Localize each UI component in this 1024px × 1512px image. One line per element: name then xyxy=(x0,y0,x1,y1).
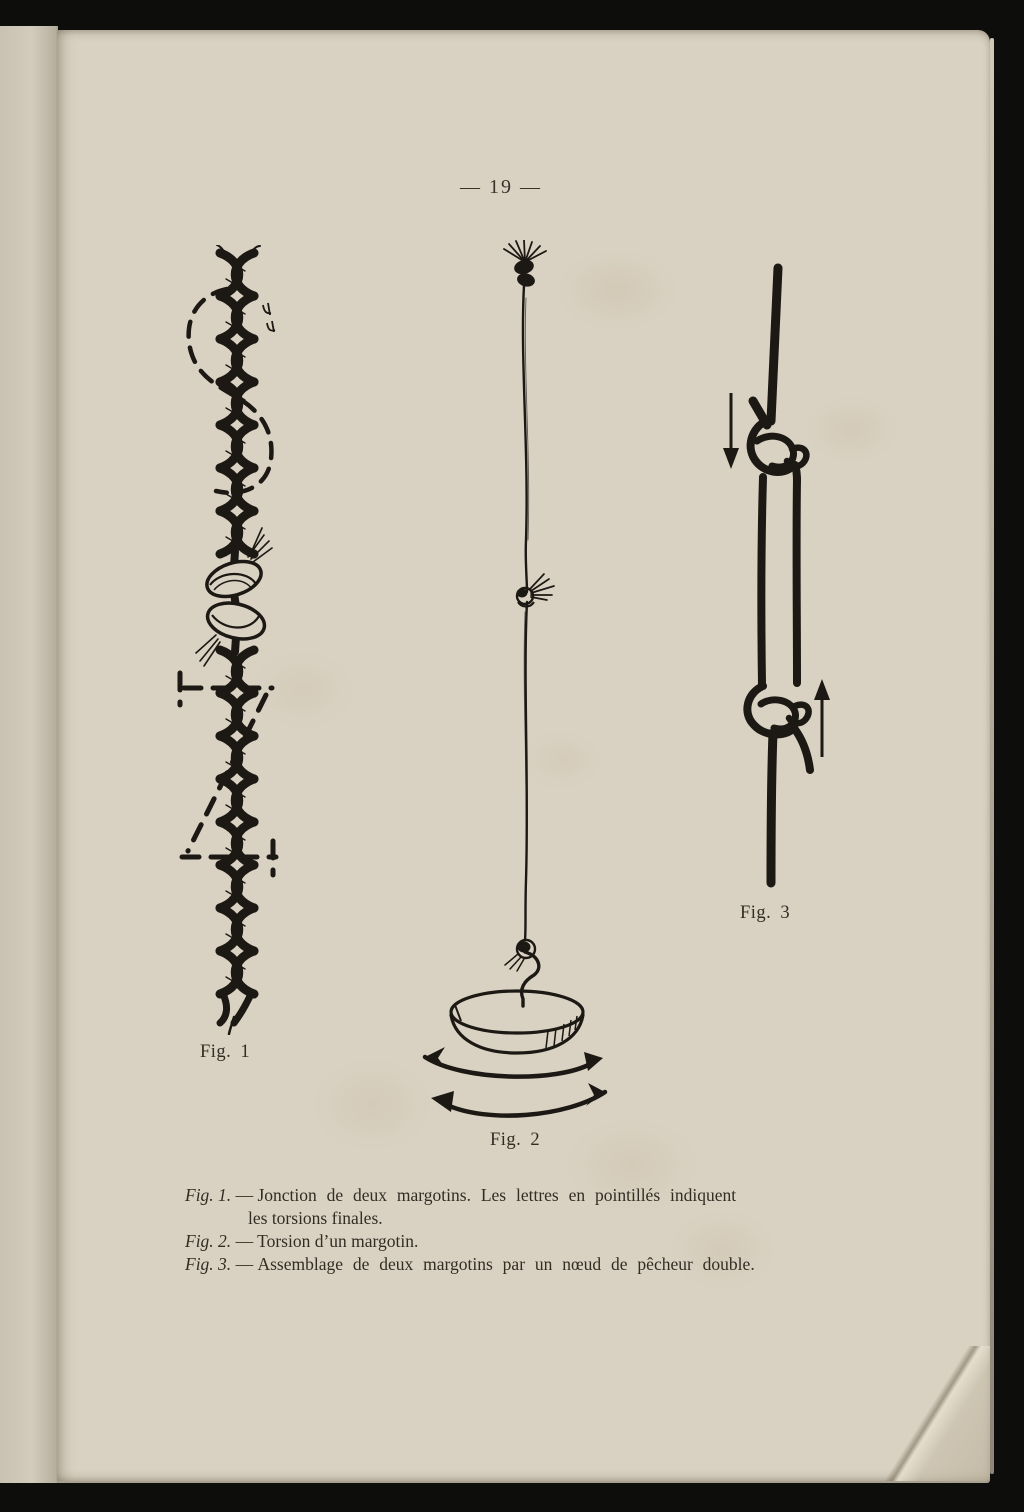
rotation-arrows xyxy=(425,1047,605,1116)
figure-3-illustration xyxy=(700,255,880,905)
caption-fig3-dash: — xyxy=(235,1254,254,1274)
caption-fig2-text: Torsion d’un margotin. xyxy=(257,1231,419,1251)
page-stack-edge xyxy=(990,38,994,1474)
caption-fig1-text: Jonction de deux margotins. Les lettres en pointillés indiquent xyxy=(257,1185,737,1205)
weight-disc xyxy=(451,991,583,1053)
figure-1-illustration xyxy=(150,245,330,1035)
upper-knot xyxy=(751,419,807,481)
middle-knot xyxy=(517,574,555,607)
caption-fig2-ref: Fig. 2. xyxy=(185,1231,232,1251)
rope-strands xyxy=(753,268,810,883)
lower-knot xyxy=(747,686,808,734)
previous-page-edge xyxy=(0,26,58,1483)
figure-2-illustration xyxy=(400,240,660,1140)
caption-block xyxy=(185,1184,837,1276)
up-arrow-icon xyxy=(814,679,830,757)
page-number: — 19 — xyxy=(460,176,542,198)
figure-3-label: Fig. 3 xyxy=(740,903,791,923)
figure-2-label: Fig. 2 xyxy=(490,1130,541,1150)
handwritten-marks xyxy=(263,303,275,332)
caption-fig1-dash: — xyxy=(235,1185,254,1205)
book-page xyxy=(57,30,990,1481)
caption-fig2-dash: — xyxy=(235,1231,254,1251)
cord xyxy=(523,285,529,940)
rope-junction-knot xyxy=(196,528,272,666)
caption-fig1-ref: Fig. 1. xyxy=(185,1185,232,1205)
down-arrow-icon xyxy=(723,393,739,469)
top-knot xyxy=(504,240,546,288)
caption-fig1-text-cont: les torsions finales. xyxy=(248,1208,383,1228)
dog-ear-fold xyxy=(885,1346,990,1481)
caption-fig3 xyxy=(185,1253,837,1276)
figure-1-label: Fig. 1 xyxy=(200,1042,251,1062)
caption-fig2 xyxy=(185,1230,837,1253)
caption-fig3-text: Assemblage de deux margotins par un nœud de pêcheur double. xyxy=(257,1254,755,1274)
caption-fig3-ref: Fig. 3. xyxy=(185,1254,232,1274)
caption-fig1 xyxy=(185,1184,837,1230)
